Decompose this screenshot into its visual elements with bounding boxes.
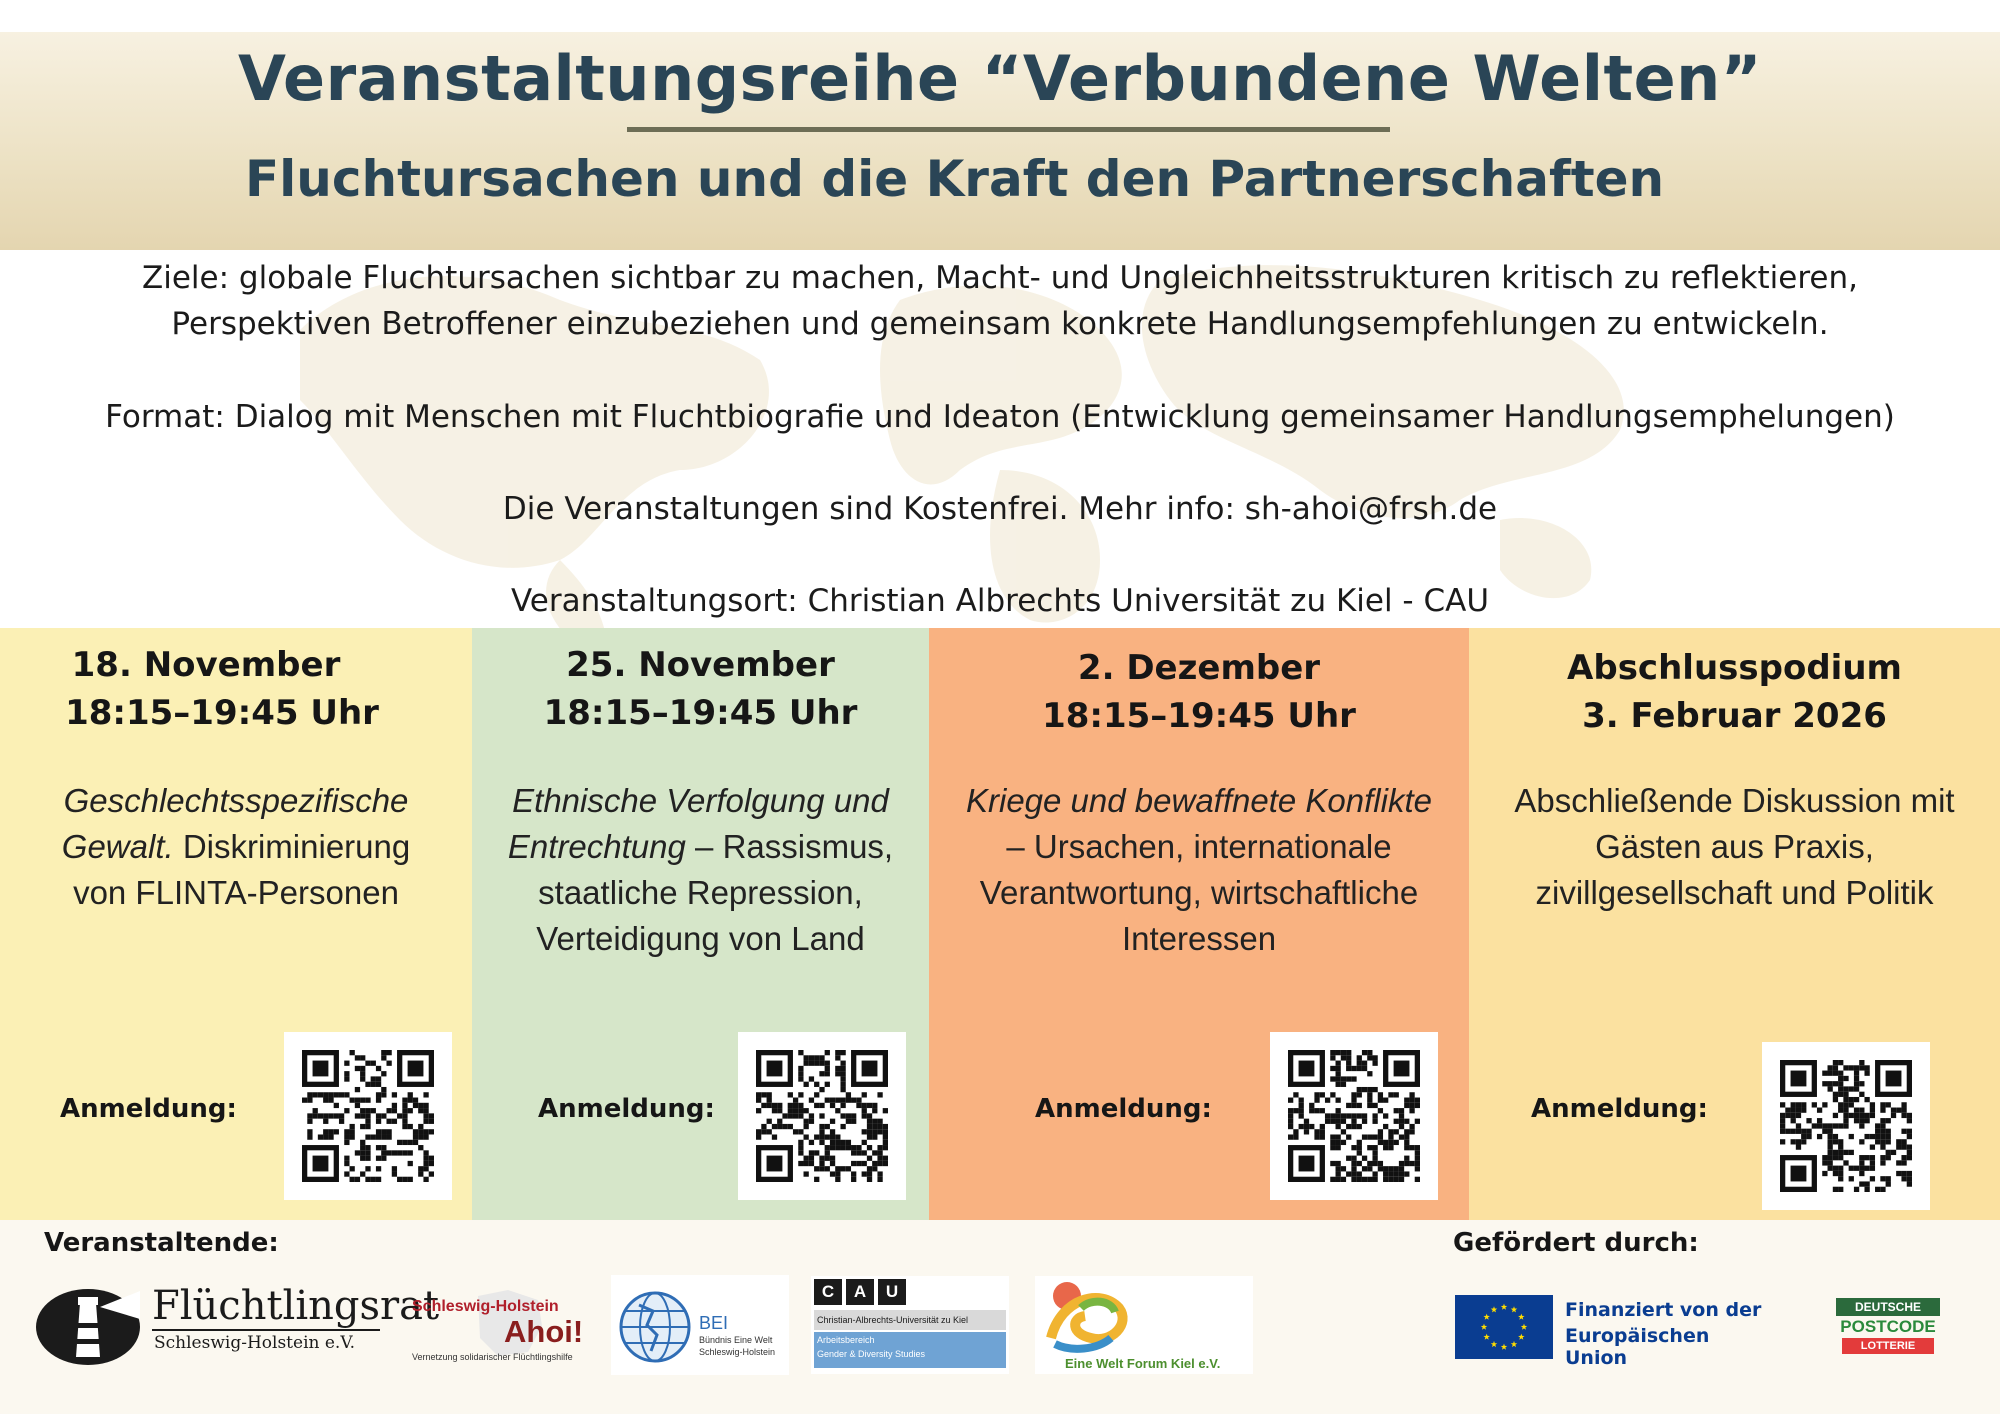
goals-line-2: Perspektiven Betroffener einzubeziehen und gemeinsam konkrete Handlungsempfehlungen zu entwickeln. xyxy=(171,306,1829,342)
postcode-lotterie-logo[interactable] xyxy=(1836,1298,1940,1356)
eine-welt-forum-logo[interactable] xyxy=(1035,1276,1253,1374)
desc-text: Gästen aus Praxis, xyxy=(1595,828,1874,865)
registration-qr-code[interactable] xyxy=(284,1032,452,1200)
eu-funding-logo[interactable] xyxy=(1455,1295,1775,1369)
desc-text: von FLINTA-Personen xyxy=(73,874,399,911)
event-column-3 xyxy=(929,628,1469,1220)
registration-qr-code[interactable] xyxy=(1270,1032,1438,1200)
bei-line1: Bündnis Eine Welt xyxy=(699,1335,773,1345)
event-title: Abschlusspodium xyxy=(1567,648,1902,688)
ewf-swirl-icon xyxy=(1041,1278,1131,1354)
desc-italic: Entrechtung xyxy=(507,828,686,865)
fluechtlingsrat-name: Flüchtlingsrat xyxy=(152,1283,440,1329)
desc-text: Interessen xyxy=(1121,920,1277,957)
desc-text: – Rassismus, xyxy=(685,828,894,865)
ahoi-top: Schleswig-Holstein xyxy=(412,1298,559,1315)
registration-label: Anmeldung: xyxy=(1531,1094,1708,1124)
cost-text: Die Veranstaltungen sind Kostenfrei. Mehr info: sh-ahoi@frsh.de xyxy=(502,491,1498,527)
registration-label: Anmeldung: xyxy=(1035,1094,1212,1124)
funded-by-label: Gefördert durch: xyxy=(1453,1228,1699,1258)
cau-department: Arbeitsbereich Gender & Diversity Studies xyxy=(814,1332,1006,1368)
desc-italic: Gewalt. xyxy=(61,828,174,865)
event-date: 25. November xyxy=(566,645,835,685)
page-title: Veranstaltungsreihe “Verbundene Welten” xyxy=(237,42,1763,115)
event-date: 3. Februar 2026 xyxy=(1582,696,1887,736)
cau-name: Christian-Albrechts-Universität zu Kiel xyxy=(814,1310,1006,1330)
desc-italic: Geschlechtsspezifische xyxy=(63,782,409,819)
event-time: 18:15–19:45 Uhr xyxy=(1042,696,1356,736)
cau-logo[interactable] xyxy=(811,1276,1009,1374)
eu-flag-icon xyxy=(1455,1295,1553,1359)
dpl-line2: POSTCODE xyxy=(1840,1317,1936,1336)
goals-line-1: Ziele: globale Fluchtursachen sichtbar zu machen, Macht- und Ungleichheitsstrukturen kritisch zu reflektieren, xyxy=(142,260,1858,296)
registration-qr-code[interactable] xyxy=(738,1032,906,1200)
event-description xyxy=(482,778,919,962)
desc-text: – Ursachen, internationale xyxy=(1006,828,1392,865)
event-description xyxy=(939,778,1459,962)
ahoi-sub: Vernetzung solidarischer Flüchtlingshilfe xyxy=(412,1352,573,1362)
registration-qr-code[interactable] xyxy=(1762,1042,1930,1210)
event-description xyxy=(10,778,462,916)
event-time: 18:15–19:45 Uhr xyxy=(65,693,379,733)
goals-text xyxy=(0,255,2000,347)
fluechtlingsrat-logo[interactable] xyxy=(34,1283,440,1365)
registration-label: Anmeldung: xyxy=(538,1094,715,1124)
dpl-line1: DEUTSCHE xyxy=(1836,1298,1940,1316)
desc-text: zivillgesellschaft und Politik xyxy=(1535,874,1934,911)
ewf-name: Eine Welt Forum Kiel e.V. xyxy=(1065,1356,1221,1371)
desc-italic: Ethnische Verfolgung und xyxy=(512,782,889,819)
eu-line2: Europäischen Union xyxy=(1565,1325,1710,1369)
logo-divider xyxy=(152,1329,380,1331)
cau-letters: C A U xyxy=(814,1279,906,1305)
event-date: 2. Dezember xyxy=(1077,648,1321,688)
desc-italic: Kriege und bewaffnete Konflikte xyxy=(966,782,1432,819)
event-column-1 xyxy=(0,628,472,1220)
eu-line1: Finanziert von der xyxy=(1565,1299,1762,1321)
bei-line2: Schleswig-Holstein xyxy=(699,1347,776,1357)
desc-text: Abschließende Diskussion mit xyxy=(1514,782,1955,819)
dpl-line3: LOTTERIE xyxy=(1842,1338,1934,1354)
ahoi-main: Ahoi! xyxy=(504,1314,584,1349)
registration-label: Anmeldung: xyxy=(60,1094,237,1124)
sh-ahoi-logo[interactable] xyxy=(408,1286,590,1364)
lighthouse-icon xyxy=(34,1283,142,1365)
desc-text: Verantwortung, wirtschaftliche xyxy=(979,874,1419,911)
event-date: 18. November xyxy=(71,645,341,685)
event-description xyxy=(1479,778,1990,916)
bei-logo[interactable] xyxy=(611,1275,789,1375)
event-time: 18:15–19:45 Uhr xyxy=(543,693,858,733)
desc-text: staatliche Repression, xyxy=(538,874,863,911)
desc-text: Diskriminierung xyxy=(173,828,411,865)
fluechtlingsrat-sub: Schleswig-Holstein e.V. xyxy=(154,1333,356,1353)
format-text: Format: Dialog mit Menschen mit Fluchtbiografie und Ideaton (Entwicklung gemeinsamer Handlungsemphelungen) xyxy=(105,399,1895,435)
desc-text: Verteidigung von Land xyxy=(536,920,865,957)
bei-abbr: BEI xyxy=(699,1313,729,1333)
location-text: Veranstaltungsort: Christian Albrechts Universität zu Kiel - CAU xyxy=(510,583,1490,619)
event-column-4 xyxy=(1469,628,2000,1220)
organizers-label: Veranstaltende: xyxy=(44,1228,279,1258)
event-column-2 xyxy=(472,628,929,1220)
title-underline xyxy=(627,127,1390,132)
page-subtitle: Fluchtursachen und die Kraft den Partnerschaften xyxy=(245,150,1665,208)
globe-icon xyxy=(617,1289,693,1365)
